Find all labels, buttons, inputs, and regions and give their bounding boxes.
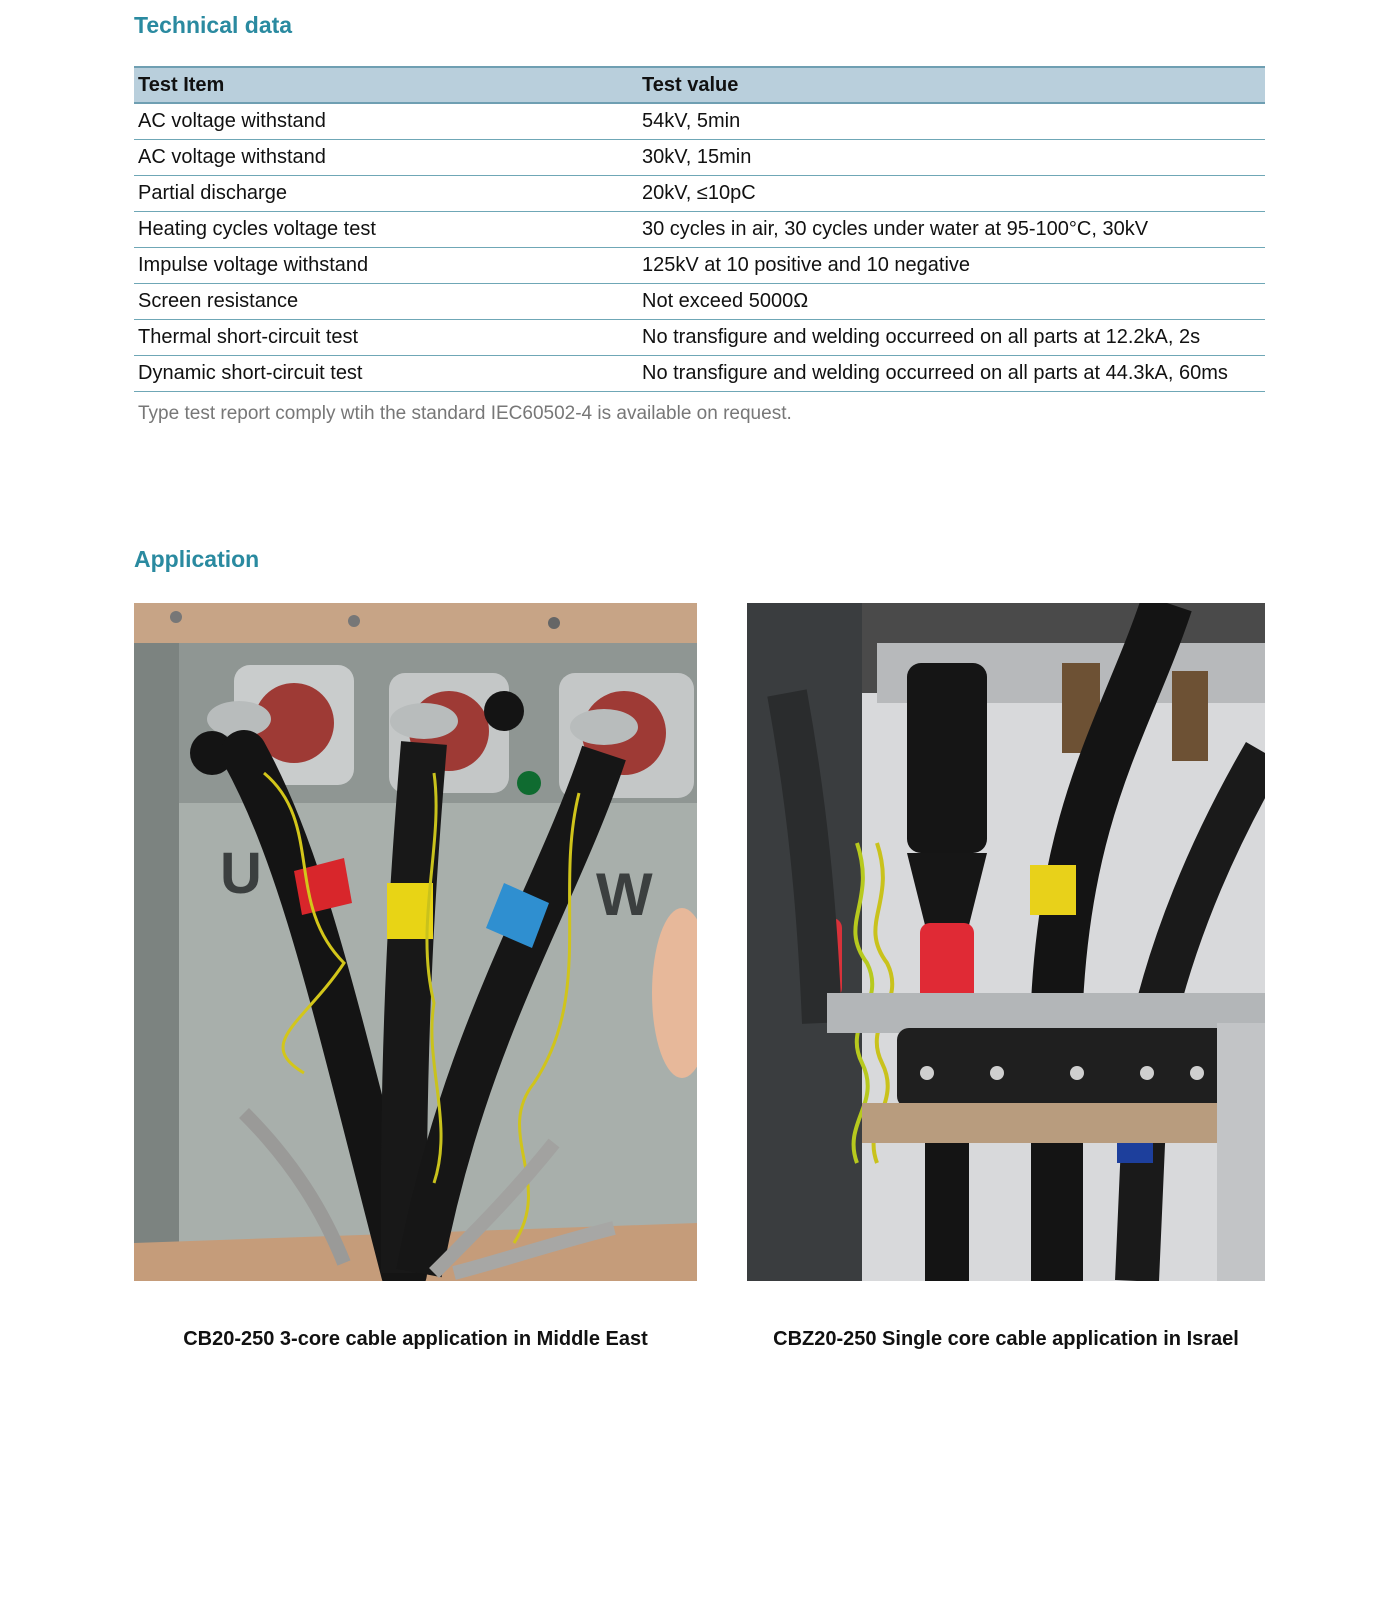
- table-header-row: [134, 67, 1265, 103]
- test-item-cell: Heating cycles voltage test: [134, 212, 638, 248]
- column-header-test-value: Test value: [638, 67, 1265, 103]
- test-item-cell: Impulse voltage withstand: [134, 248, 638, 284]
- test-value-cell: Not exceed 5000Ω: [638, 284, 1265, 320]
- test-item-cell: Dynamic short-circuit test: [134, 356, 638, 392]
- table-row: [134, 284, 1265, 320]
- table-row: [134, 140, 1265, 176]
- table-row: [134, 103, 1265, 140]
- single-core-cable-photo: [747, 603, 1265, 1281]
- technical-data-title: Technical data: [134, 12, 293, 38]
- test-value-cell: 125kV at 10 positive and 10 negative: [638, 248, 1265, 284]
- single-core-cable-illustration: [747, 603, 1265, 1281]
- panel-letter-u: U: [220, 841, 262, 906]
- test-item-cell: AC voltage withstand: [134, 103, 638, 140]
- table-row: [134, 356, 1265, 392]
- table-row: [134, 248, 1265, 284]
- table-row: [134, 176, 1265, 212]
- test-value-cell: No transfigure and welding occurreed on all parts at 44.3kA, 60ms: [638, 356, 1265, 392]
- table-row: [134, 212, 1265, 248]
- test-value-cell: 30kV, 15min: [638, 140, 1265, 176]
- table-row: [134, 320, 1265, 356]
- test-value-cell: 20kV, ≤10pC: [638, 176, 1265, 212]
- three-core-cable-photo: [134, 603, 697, 1281]
- three-core-cable-illustration: [134, 603, 697, 1281]
- technical-data-table: [134, 66, 1265, 392]
- test-item-cell: Screen resistance: [134, 284, 638, 320]
- type-test-footnote: Type test report comply wtih the standard IEC60502-4 is available on request.: [138, 403, 792, 424]
- test-value-cell: 30 cycles in air, 30 cycles under water at 95-100°C, 30kV: [638, 212, 1265, 248]
- left-photo-caption: CB20-250 3-core cable application in Middle East: [183, 1328, 648, 1350]
- test-value-cell: No transfigure and welding occurreed on all parts at 12.2kA, 2s: [638, 320, 1265, 356]
- test-item-cell: Partial discharge: [134, 176, 638, 212]
- test-item-cell: AC voltage withstand: [134, 140, 638, 176]
- right-photo-caption: CBZ20-250 Single core cable application in Israel: [773, 1328, 1239, 1350]
- application-title: Application: [134, 546, 260, 572]
- test-value-cell: 54kV, 5min: [638, 103, 1265, 140]
- panel-letter-w: W: [596, 861, 653, 928]
- test-item-cell: Thermal short-circuit test: [134, 320, 638, 356]
- column-header-test-item: Test Item: [134, 67, 638, 103]
